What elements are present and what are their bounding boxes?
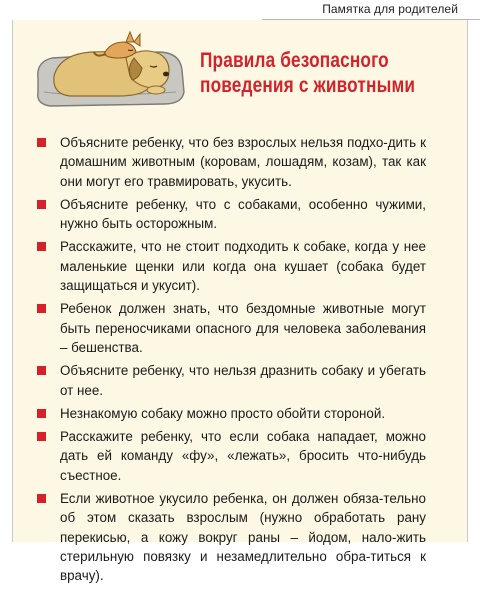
list-item xyxy=(36,237,426,295)
list-item xyxy=(36,133,426,191)
list-item xyxy=(36,361,426,400)
rule-text: Расскажите ребенку, что если собака нападает, можно дать ей команду «фу», «лежать», бросить что-нибудь съестное. xyxy=(60,429,426,483)
list-item xyxy=(36,489,426,585)
bullet-square-icon xyxy=(37,304,46,313)
title-line-2: поведения с животными xyxy=(200,74,416,97)
right-margin xyxy=(468,20,480,542)
header-rule xyxy=(262,19,480,20)
rule-text: Незнакомую собаку можно просто обойти стороной. xyxy=(60,405,386,421)
bullet-square-icon xyxy=(37,242,46,251)
bullet-square-icon xyxy=(37,200,46,209)
bullet-square-icon xyxy=(37,432,46,441)
left-border-line xyxy=(12,20,13,542)
rule-text: Если животное укусило ребенка, он должен обяза-тельно об этом сказать взрослым (нужно обработать рану перекисью, а кожу вокруг раны – йодом, нало-жить стерильную повязку и незамедлительно обра-титься к врачу). xyxy=(60,491,426,584)
bullet-square-icon xyxy=(37,138,46,147)
list-item xyxy=(36,299,426,357)
bullet-square-icon xyxy=(37,494,46,503)
header-label: Памятка для родителей xyxy=(322,2,458,16)
rule-text: Расскажите, что не стоит подходить к собаке, когда у нее маленькие щенки или когда она кушает (собака будет защищаться и укусит). xyxy=(60,239,426,294)
rule-text: Объясните ребенку, что без взрослых нельзя подхо-дить к домашним животным (коровам, лошадям, козам), так как они могут его травмировать, укусить. xyxy=(60,135,426,189)
page-title xyxy=(200,48,416,98)
list-item xyxy=(36,427,426,485)
rule-text: Ребенок должен знать, что бездомные животные могут быть переносчиками опасного для человека заболевания – бешенства. xyxy=(60,301,426,355)
list-item xyxy=(36,195,426,234)
list-item xyxy=(36,404,426,423)
bullet-square-icon xyxy=(37,409,46,418)
left-margin xyxy=(0,20,12,542)
title-line-1: Правила безопасного xyxy=(200,49,389,72)
dog-and-cat-sleeping-icon xyxy=(30,28,192,108)
rule-text: Объясните ребенку, что нельзя дразнить собаку и убегать от нее. xyxy=(60,363,426,398)
rules-list xyxy=(36,133,426,590)
right-border-line xyxy=(467,20,468,542)
bullet-square-icon xyxy=(37,366,46,375)
rule-text: Объясните ребенку, что с собаками, особенно чужими, нужно быть осторожным. xyxy=(60,196,426,232)
